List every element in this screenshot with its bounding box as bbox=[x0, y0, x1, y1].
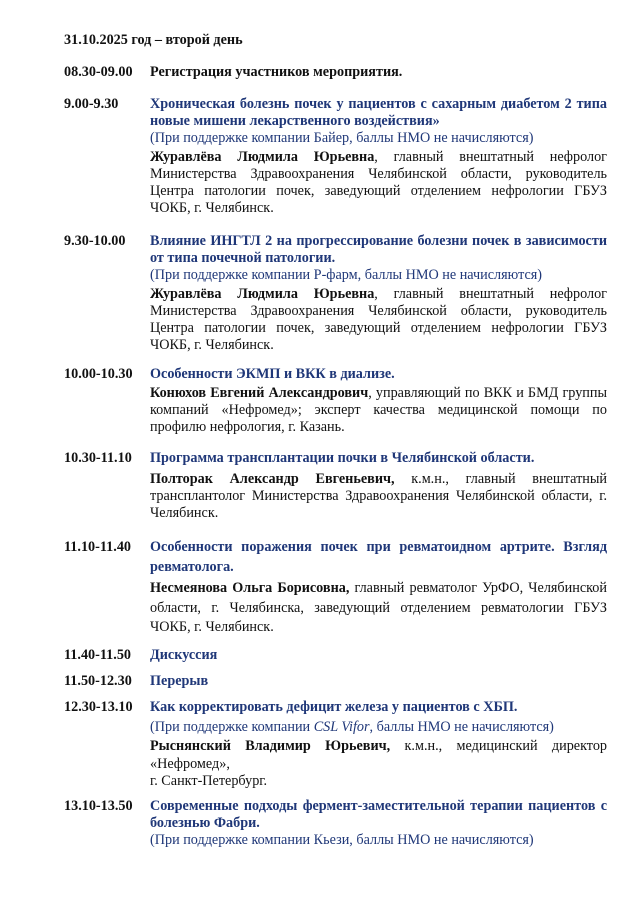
session-title: Особенности ЭКМП и ВКК в диализе. bbox=[150, 366, 395, 382]
speaker-desc: к.м.н., медицинский директор «Нефромед», bbox=[150, 738, 608, 772]
speaker-name: Журавлёва Людмила Юрьевна bbox=[150, 149, 375, 165]
speaker-city: г. Санкт-Петербург. bbox=[150, 773, 268, 789]
session-title: Перерыв bbox=[150, 673, 209, 689]
session-title: Современные подходы фермент-заместительной терапии пациентов с болезнью Фабри. bbox=[150, 798, 607, 831]
schedule-item bbox=[64, 64, 607, 81]
session-title: Влияние ИНГТЛ 2 на прогрессирование болезни почек в зависимости от типа почечной патологии. bbox=[150, 233, 607, 266]
time-slot: 10.00-10.30 bbox=[64, 366, 133, 382]
schedule-item bbox=[64, 699, 607, 791]
session-title: Хроническая болезнь почек у пациентов с сахарным диабетом 2 типа новые мишени лекарственного воздействия» bbox=[150, 96, 607, 129]
speaker-name: Журавлёва Людмила Юрьевна bbox=[150, 286, 375, 302]
time-slot: 10.30-11.10 bbox=[64, 450, 132, 466]
sponsor-text: , баллы НМО не начисляются) bbox=[369, 718, 554, 735]
session-title: Регистрация участников мероприятия. bbox=[150, 64, 403, 80]
session-title: Особенности поражения почек при ревматоидном артрите. Взгляд ревматолога. bbox=[150, 539, 607, 575]
speaker-info bbox=[150, 286, 607, 354]
sponsor-note: (При поддержке компании Байер, баллы НМО не начисляются) bbox=[150, 130, 534, 146]
schedule-item bbox=[64, 673, 607, 690]
time-slot: 08.30-09.00 bbox=[64, 64, 133, 80]
schedule-item bbox=[64, 233, 607, 354]
speaker-desc: к.м.н., главный внештатный трансплантолог Министерства Здравоохранения Челябинской области, г. Челябинск. bbox=[150, 471, 607, 521]
speaker-desc: , управляющий по ВКК и БМД группы компаний «Нефромед»; эксперт качества медицинской помощи по профилю нефрология, г. Казань. bbox=[150, 385, 608, 435]
speaker-name: Конюхов Евгений Александрович bbox=[150, 385, 369, 401]
time-slot: 11.40-11.50 bbox=[64, 647, 132, 663]
schedule-item bbox=[64, 647, 607, 664]
schedule-item bbox=[64, 366, 607, 436]
speaker-name: Полторак Александр Евгеньевич, bbox=[150, 471, 395, 487]
speaker-info bbox=[150, 738, 607, 773]
speaker-name: Рыснянский Владимир Юрьевич, bbox=[150, 738, 391, 754]
time-slot: 11.10-11.40 bbox=[64, 539, 132, 555]
session-title: Программа трансплантации почки в Челябинской области. bbox=[150, 450, 535, 466]
speaker-name: Несмеянова Ольга Борисовна, bbox=[150, 580, 350, 596]
sponsor-text: (При поддержке компании bbox=[150, 718, 314, 735]
schedule-item bbox=[64, 96, 607, 217]
day-heading: 31.10.2025 год – второй день bbox=[64, 32, 243, 48]
time-slot: 9.00-9.30 bbox=[64, 96, 119, 112]
speaker-desc: , главный внештатный нефролог Министерства Здравоохранения Челябинской области, руководитель Центра патологии почек, заведующий отделением нефрологии ГБУЗ ЧОКБ, г. Челябинск. bbox=[150, 149, 607, 216]
time-slot: 12.30-13.10 bbox=[64, 699, 133, 715]
time-slot: 11.50-12.30 bbox=[64, 673, 132, 689]
speaker-info bbox=[150, 579, 607, 638]
speaker-info bbox=[150, 149, 607, 217]
sponsor-note: (При поддержке компании Кьези, баллы НМО не начисляются) bbox=[150, 832, 534, 848]
speaker-info bbox=[150, 385, 607, 436]
time-slot: 9.30-10.00 bbox=[64, 233, 126, 249]
schedule-item bbox=[64, 538, 607, 638]
session-title: Как корректировать дефицит железа у пациентов с ХБП. bbox=[150, 699, 518, 715]
time-slot: 13.10-13.50 bbox=[64, 798, 133, 814]
sponsor-company: CSL Vifor bbox=[313, 718, 370, 735]
speaker-info bbox=[150, 471, 607, 522]
speaker-desc: , главный внештатный нефролог Министерства Здравоохранения Челябинской области, руководитель Центра патологии почек, заведующий отделением нефрологии ГБУЗ ЧОКБ, г. Челябинск. bbox=[150, 286, 607, 353]
sponsor-note bbox=[150, 719, 607, 737]
session-title: Дискуссия bbox=[150, 647, 218, 663]
speaker-desc: главный ревматолог УрФО, Челябинской области, г. Челябинска, заведующий отделением ревматологии ГБУЗ ЧОКБ, г. Челябинск. bbox=[150, 580, 607, 635]
sponsor-note: (При поддержке компании Р-фарм, баллы НМО не начисляются) bbox=[150, 267, 542, 283]
schedule-item bbox=[64, 450, 607, 522]
schedule-item bbox=[64, 798, 607, 849]
